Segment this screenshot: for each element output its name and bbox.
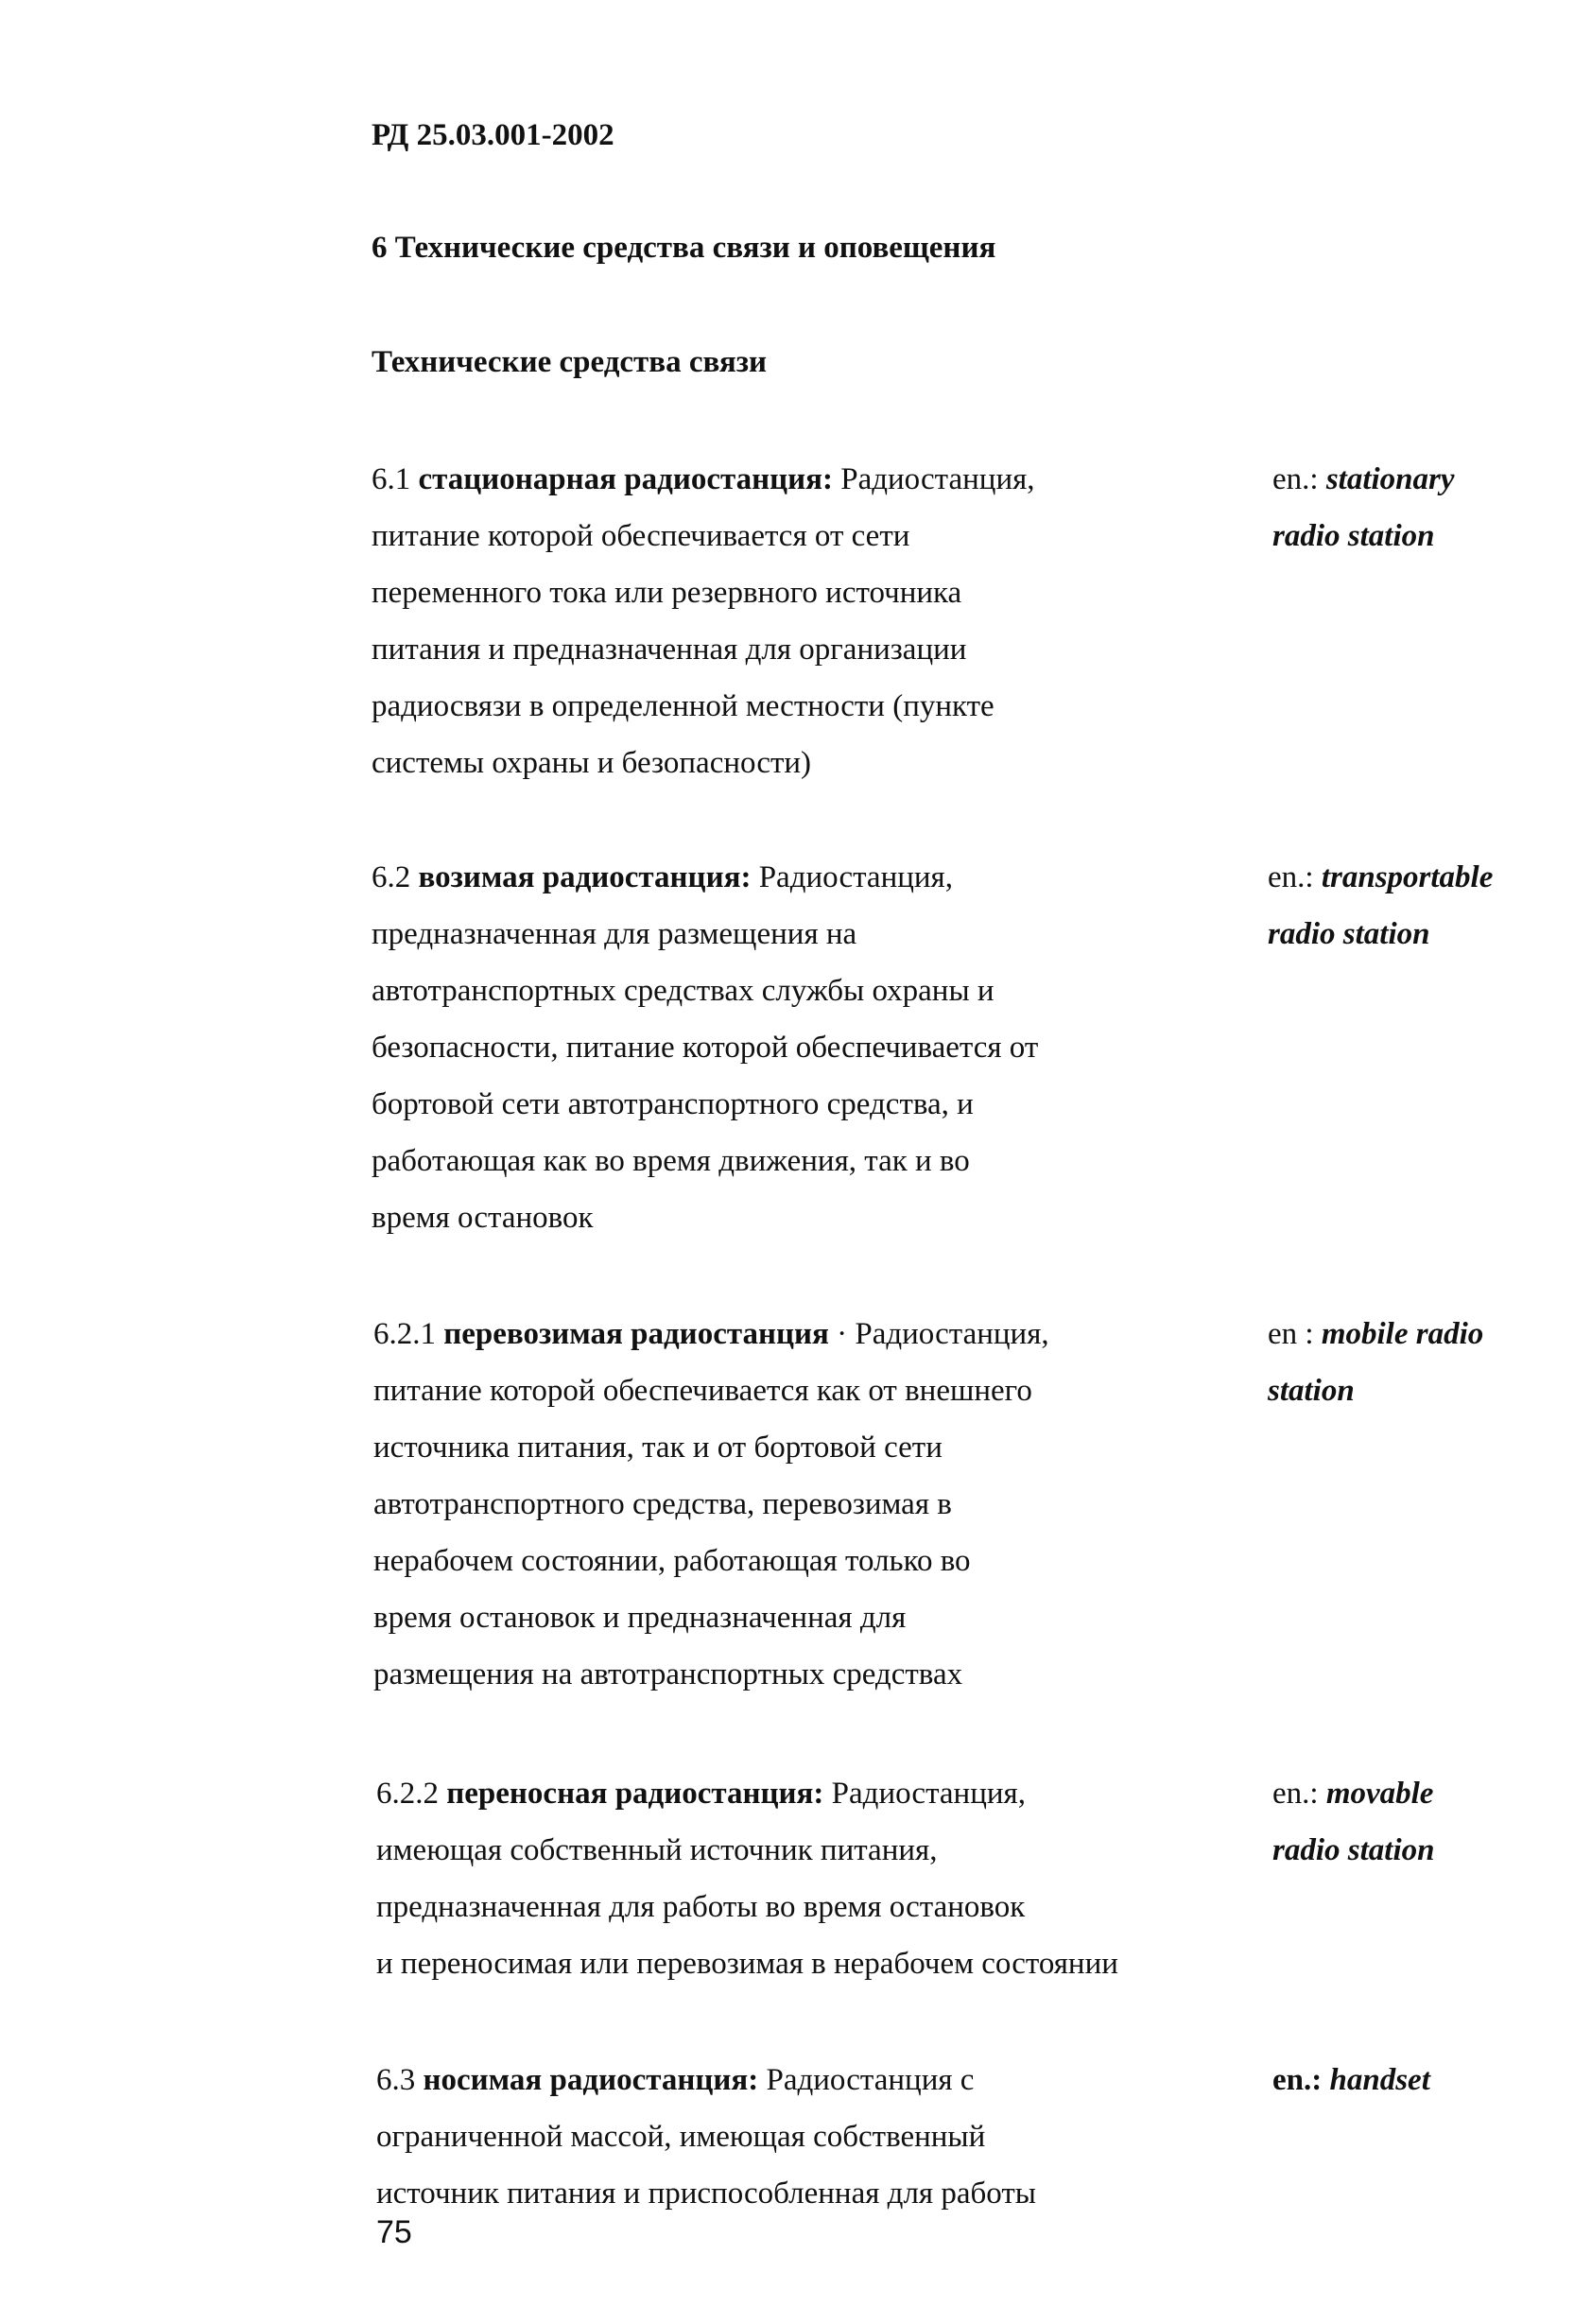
en-term-line: stationary: [1325, 462, 1455, 496]
term-first-line: [372, 858, 953, 896]
term-name: перевозимая радиостанция: [443, 1317, 829, 1351]
term-name: носимая радиостанция:: [423, 2063, 759, 2097]
en-term-line: station: [1268, 1374, 1355, 1408]
term-text-line: Радиостанция,: [823, 1777, 1026, 1811]
term-text-line: Радиостанция,: [832, 462, 1035, 496]
term-number: 6.2: [372, 860, 411, 894]
term-first-line: [372, 460, 1035, 498]
document-number: РД 25.03.001-2002: [372, 118, 614, 152]
term-text-line: Радиостанция,: [751, 860, 953, 894]
english-equivalent-cont: [1272, 517, 1434, 555]
term-text-line: время остановок и предназначенная для: [373, 1601, 907, 1635]
en-term-line: radio station: [1268, 917, 1430, 951]
term-number: 6.3: [376, 2063, 416, 2097]
term-first-line: [376, 2061, 974, 2099]
term-text-line: нерабочем состоянии, работающая только во: [373, 1544, 971, 1578]
term-text-line: источника питания, так и от бортовой сети: [373, 1431, 943, 1465]
en-term-line: transportable: [1321, 860, 1494, 894]
term-text-line: Радиостанция с: [758, 2063, 975, 2097]
en-term-line: radio station: [1272, 519, 1435, 553]
page-number: 75: [376, 2214, 412, 2250]
en-term-line: movable: [1325, 1777, 1434, 1811]
term-text-line: бортовой сети автотранспортного средства, и: [372, 1087, 974, 1121]
term-text-line: имеющая собственный источник питания,: [376, 1833, 938, 1867]
subsection-title: Технические средства связи: [372, 345, 767, 379]
term-name: стационарная радиостанция:: [418, 462, 833, 496]
en-term-line: radio station: [1272, 1833, 1435, 1867]
term-text-line: размещения на автотранспортных средствах: [373, 1657, 963, 1691]
en-term-line: handset: [1329, 2063, 1430, 2097]
term-text-line: предназначенная для размещения на: [372, 917, 857, 951]
english-equivalent-cont: [1268, 915, 1429, 953]
english-equivalent: [1272, 2061, 1430, 2099]
term-text-line: время остановок: [372, 1201, 594, 1235]
term-text-line: источник питания и приспособленная для работы: [376, 2177, 1036, 2211]
term-text-line: и переносимая или перевозимая в нерабочем состоянии: [376, 1947, 1118, 1981]
term-text-line: автотранспортных средствах службы охраны и: [372, 974, 995, 1008]
en-prefix: en.:: [1272, 1777, 1326, 1811]
en-prefix: en.:: [1272, 2063, 1330, 2097]
term-first-line: [376, 1775, 1026, 1812]
term-text-line: работающая как во время движения, так и во: [372, 1144, 970, 1178]
term-text-line: автотранспортного средства, перевозимая в: [373, 1487, 952, 1521]
english-equivalent: [1272, 460, 1455, 498]
english-equivalent: [1268, 1315, 1483, 1353]
term-text-line: · Радиостанция,: [828, 1317, 1049, 1351]
english-equivalent-cont: [1268, 1372, 1355, 1410]
en-prefix: en.:: [1272, 462, 1326, 496]
term-number: 6.1: [372, 462, 411, 496]
en-prefix: en :: [1268, 1317, 1322, 1351]
term-name: переносная радиостанция:: [446, 1777, 824, 1811]
term-text-line: ограниченной массой, имеющая собственный: [376, 2120, 986, 2154]
term-text-line: питание которой обеспечивается как от внешнего: [373, 1374, 1032, 1408]
term-number: 6.2.2: [376, 1777, 439, 1811]
term-number: 6.2.1: [373, 1317, 436, 1351]
en-term-line: mobile radio: [1321, 1317, 1484, 1351]
en-prefix: en.:: [1268, 860, 1322, 894]
term-name: возимая радиостанция:: [418, 860, 752, 894]
english-equivalent: [1272, 1775, 1433, 1812]
term-text-line: предназначенная для работы во время остановок: [376, 1890, 1026, 1924]
term-text-line: питание которой обеспечивается от сети: [372, 519, 910, 553]
term-text-line: безопасности, питание которой обеспечивается от: [372, 1031, 1039, 1065]
term-first-line: [373, 1315, 1049, 1353]
section-title: 6 Технические средства связи и оповещения: [372, 231, 996, 265]
term-text-line: питания и предназначенная для организации: [372, 633, 967, 667]
english-equivalent-cont: [1272, 1831, 1434, 1869]
term-text-line: радиосвязи в определенной местности (пункте: [372, 689, 995, 723]
term-text-line: системы охраны и безопасности): [372, 746, 812, 780]
term-text-line: переменного тока или резервного источника: [372, 576, 962, 610]
english-equivalent: [1268, 858, 1493, 896]
